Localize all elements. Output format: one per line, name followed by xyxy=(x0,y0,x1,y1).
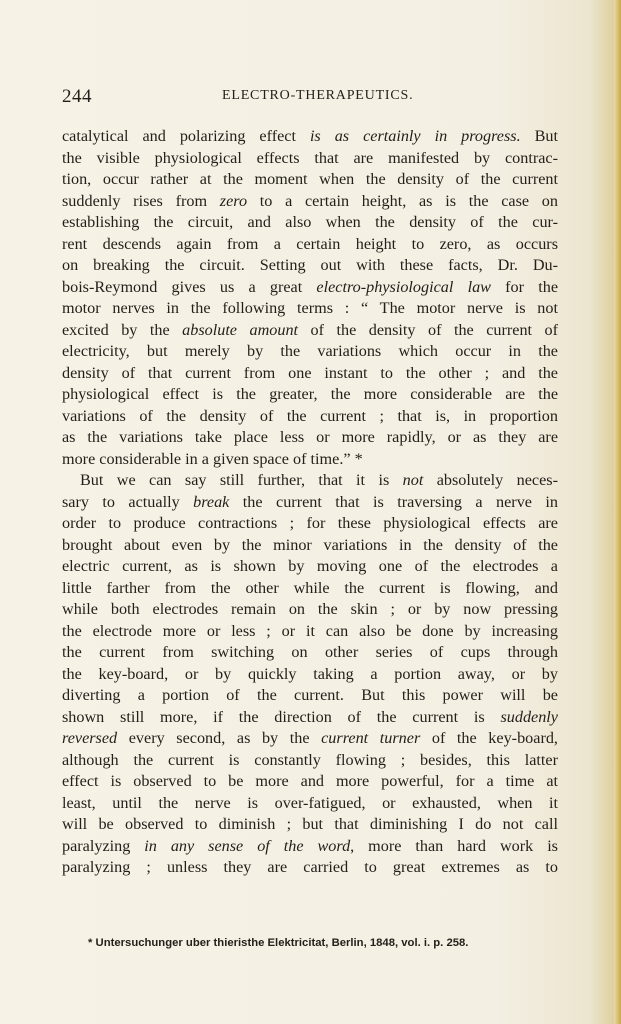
text-run: establishing the circuit, and also when the density of the cur- xyxy=(62,213,558,231)
running-head xyxy=(62,86,562,108)
text-run: But xyxy=(520,127,558,145)
text-run: But we can say still further, that it is xyxy=(80,471,403,489)
text-line xyxy=(62,578,558,600)
page-edge xyxy=(614,0,621,1024)
text-run: paralyzing xyxy=(62,836,145,855)
text-run: every second, as by the xyxy=(117,729,322,747)
text-run: the electrode more or less ; or it can also be done by increasing xyxy=(62,621,558,640)
text-run: paralyzing ; unless they are carried to great extremes as to xyxy=(62,858,558,876)
text-run: variations of the density of the current ; that is, in proportion xyxy=(62,406,558,425)
text-line xyxy=(62,664,558,686)
italic-run: zero xyxy=(219,191,248,210)
text-run: electric current, as is shown by moving one of the electrodes a xyxy=(62,557,558,575)
text-run: tion, occur rather at the moment when the density of the current xyxy=(62,170,558,188)
text-run: least, until the nerve is over-fatigued, or exhausted, when it xyxy=(62,793,558,812)
text-run: while both electrodes remain on the skin ; or by now pressing xyxy=(62,600,558,618)
text-line xyxy=(62,363,558,385)
text-run: sary to actually xyxy=(62,492,194,511)
text-line xyxy=(62,427,558,449)
text-run: will be observed to diminish ; but that diminishing I do not call xyxy=(62,815,558,833)
text-line xyxy=(62,621,558,643)
italic-run: break xyxy=(193,492,230,511)
running-title: ELECTRO-THERAPEUTICS. xyxy=(222,88,414,103)
text-run: electricity, but merely by the variations which occur in the xyxy=(62,342,558,360)
text-line xyxy=(62,212,558,234)
italic-run: not xyxy=(402,471,424,489)
text-line xyxy=(62,793,558,815)
italic-run: is as certainly in progress. xyxy=(309,127,521,145)
text-run: rent descends again from a certain height to zero, as occurs xyxy=(62,234,558,253)
text-line xyxy=(62,298,558,320)
text-line xyxy=(62,685,558,707)
text-line xyxy=(62,148,558,170)
page-number: 244 xyxy=(62,86,92,107)
text-run: on breaking the circuit. Setting out with these facts, Dr. Du- xyxy=(62,256,558,274)
text-line xyxy=(62,599,558,621)
body-text xyxy=(62,126,558,879)
text-run: the key-board, or by quickly taking a portion away, or by xyxy=(62,664,558,683)
text-line xyxy=(62,191,558,213)
text-run: catalytical and polarizing effect xyxy=(62,127,310,145)
italic-run: reversed xyxy=(62,729,118,747)
text-run: little farther from the other while the current is flowing, and xyxy=(62,578,558,597)
text-line xyxy=(62,341,558,363)
text-line xyxy=(62,277,558,299)
italic-run: current turner xyxy=(321,729,421,747)
text-run: of the key-board, xyxy=(420,729,558,747)
text-line xyxy=(62,535,558,557)
text-run: physiological effect is the greater, the more considerable are the xyxy=(62,385,558,403)
text-line xyxy=(62,771,558,793)
text-line xyxy=(62,470,558,492)
text-run: more considerable in a given space of time.” * xyxy=(62,449,363,468)
text-run: effect is observed to be more and more powerful, for a time at xyxy=(62,772,558,790)
text-run: motor nerves in the following terms : “ The motor nerve is not xyxy=(62,299,558,317)
text-run: , more than hard work is xyxy=(350,836,558,855)
text-run: excited by the xyxy=(62,320,183,339)
text-run: order to produce contractions ; for these physiological effects are xyxy=(62,514,558,532)
text-line xyxy=(62,449,558,471)
text-line xyxy=(62,513,558,535)
text-run: diverting a portion of the current. But this power will be xyxy=(62,686,558,704)
text-run: absolutely neces- xyxy=(423,471,558,489)
text-run: bois-Reymond gives us a great xyxy=(62,277,317,296)
text-line xyxy=(62,255,558,277)
text-run: brought about even by the minor variations in the density of the xyxy=(62,535,558,554)
italic-run: in any sense of the word xyxy=(144,836,351,855)
text-line xyxy=(62,857,558,879)
text-line xyxy=(62,728,558,750)
text-run: of the density of the current of xyxy=(298,320,558,339)
italic-run: suddenly xyxy=(500,707,558,726)
text-line xyxy=(62,556,558,578)
text-line xyxy=(62,320,558,342)
text-line xyxy=(62,492,558,514)
text-run: as the variations take place less or more rapidly, or as they are xyxy=(62,428,558,446)
text-run: density of that current from one instant to the other ; and the xyxy=(62,363,558,382)
text-run: suddenly rises from xyxy=(62,191,220,210)
text-run: the current from switching on other series of cups through xyxy=(62,643,558,661)
text-line xyxy=(62,750,558,772)
text-line xyxy=(62,836,558,858)
text-line xyxy=(62,169,558,191)
text-run: to a certain height, as is the case on xyxy=(247,191,558,210)
text-run: the visible physiological effects that are manifested by contrac- xyxy=(62,148,558,167)
italic-run: electro-physiological law xyxy=(316,277,491,296)
text-line xyxy=(62,814,558,836)
text-line xyxy=(62,384,558,406)
italic-run: absolute amount xyxy=(182,320,299,339)
text-run: the current that is traversing a nerve in xyxy=(229,492,558,511)
text-line xyxy=(62,707,558,729)
text-line xyxy=(62,642,558,664)
text-line xyxy=(62,406,558,428)
text-line xyxy=(62,234,558,256)
footnote: * Untersuchunger uber thieristhe Elektricitat, Berlin, 1848, vol. i. p. 258. xyxy=(88,937,469,949)
text-line xyxy=(62,126,558,148)
text-run: shown still more, if the direction of the current is xyxy=(62,707,501,726)
text-run: for the xyxy=(490,277,558,296)
text-run: although the current is constantly flowing ; besides, this latter xyxy=(62,750,558,769)
